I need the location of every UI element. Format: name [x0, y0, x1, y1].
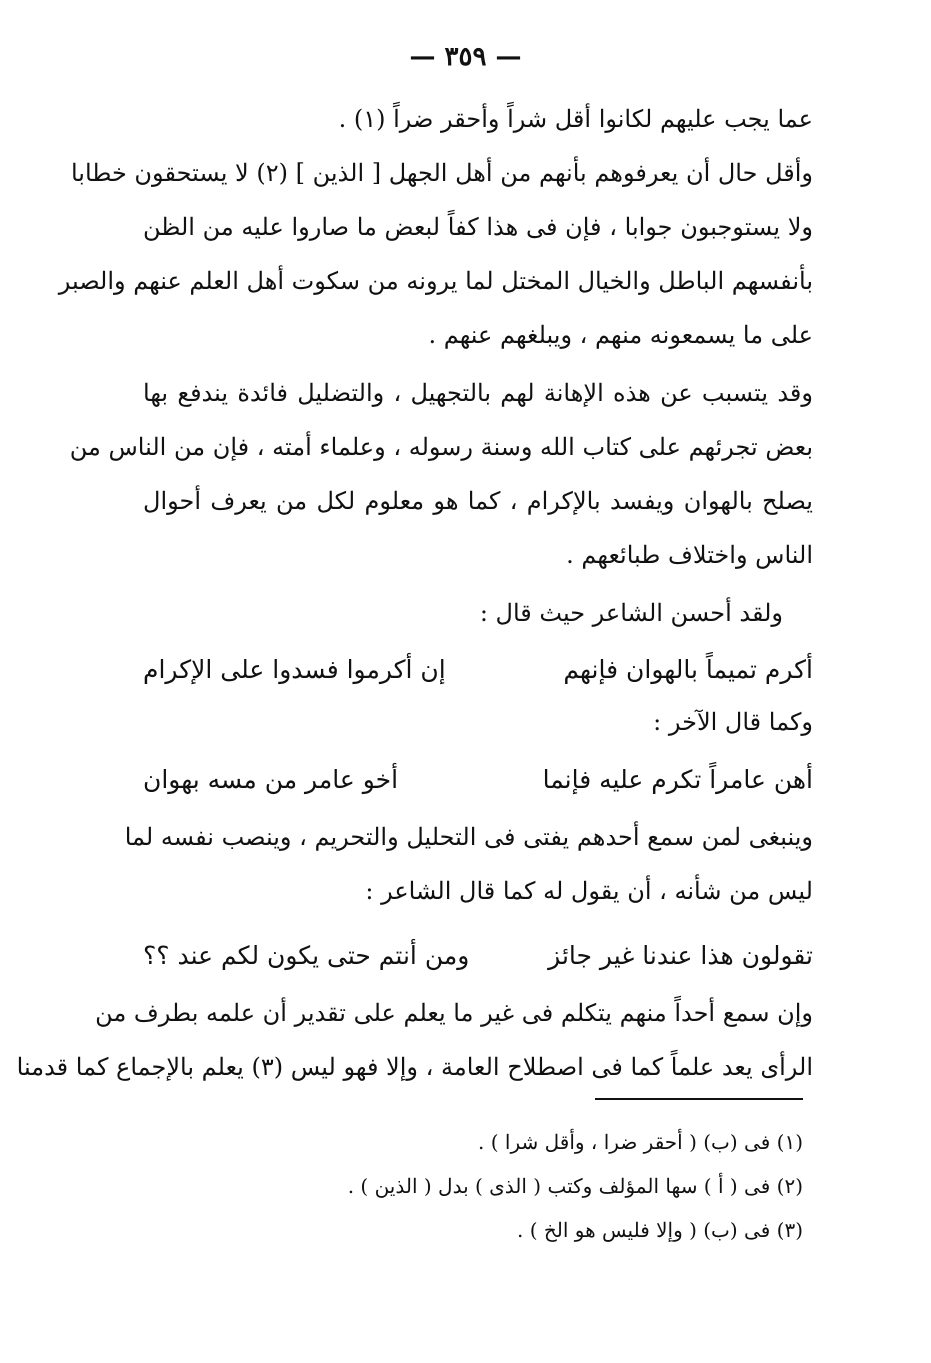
paragraph	[124, 810, 813, 918]
text-line: بعض تجرئهم على كتاب الله وسنة رسوله ، وعلماء أمته ، فإن من الناس من	[69, 433, 813, 461]
page-number: — ٣٥٩ —	[409, 42, 522, 72]
text-line: وينبغى لمن سمع أحدهم يفتى فى التحليل والتحريم ، وينصب نفسه لما	[124, 823, 813, 851]
poem-verse	[143, 640, 813, 700]
verse-second-hemistich: إن أكرموا فسدوا على الإكرام	[143, 655, 446, 684]
paragraph	[16, 986, 813, 1094]
footnotes	[143, 1120, 803, 1252]
text-line: وأقل حال أن يعرفوهم بأنهم من أهل الجهل [ الذين ] (٢) لا يستحقون خطابا	[70, 159, 813, 187]
text-line: ولقد أحسن الشاعر حيث قال :	[479, 599, 783, 627]
main-text	[16, 92, 813, 1094]
text-line: بأنفسهم الباطل والخيال المختل لما يرونه من سكوت أهل العلم عنهم والصبر	[58, 267, 813, 295]
text-line: الناس واختلاف طبائعهم .	[566, 541, 813, 569]
text-line: الرأى يعد علماً كما فى اصطلاح العامة ، وإلا فهو ليس (٣) يعلم بالإجماع كما قدمنا	[16, 1053, 813, 1081]
text-line: وإن سمع أحداً منهم يتكلم فى غير ما يعلم على تقدير أن علمه بطرف من	[95, 999, 813, 1027]
footnote: (١) فى (ب) ( أحقر ضرا ، وأقل شرا ) .	[478, 1130, 803, 1154]
paragraph	[58, 146, 813, 362]
footnote: (٣) فى (ب) ( وإلا فليس هو الخ ) .	[517, 1218, 803, 1242]
paragraph	[143, 92, 813, 146]
text-line: عما يجب عليهم لكانوا أقل شراً وأحقر ضراً (١) .	[338, 105, 813, 133]
verse-second-hemistich: أخو عامر من مسه بهوان	[143, 765, 399, 794]
verse-first-hemistich: أهن عامراً تكرم عليه فإنما	[542, 765, 813, 794]
text-line: على ما يسمعونه منهم ، ويبلغهم عنهم .	[428, 321, 813, 349]
paragraph	[143, 586, 813, 640]
footnote: (٢) فى ( أ ) سها المؤلف وكتب ( الذى ) بدل ( الذين ) .	[347, 1174, 803, 1198]
paragraph	[69, 366, 813, 582]
text-line: وقد يتسبب عن هذه الإهانة لهم بالتجهيل ، والتضليل فائدة يندفع بها	[143, 379, 813, 407]
poem-verse	[143, 926, 813, 986]
footnote-divider	[595, 1098, 803, 1100]
text-line: ليس من شأنه ، أن يقول له كما قال الشاعر :	[365, 877, 813, 905]
verse-first-hemistich: تقولون هذا عندنا غير جائز	[548, 941, 813, 970]
text-line: وكما قال الآخر :	[653, 708, 813, 736]
verse-second-hemistich: ومن أنتم حتى يكون لكم عند ؟؟	[143, 941, 470, 970]
text-line: ولا يستوجبون جوابا ، فإن فى هذا كفاً لبعض ما صاروا عليه من الظن	[143, 213, 813, 241]
verse-first-hemistich: أكرم تميماً بالهوان فإنهم	[563, 655, 813, 684]
text-line: يصلح بالهوان ويفسد بالإكرام ، كما هو معلوم لكل من يعرف أحوال	[143, 487, 813, 515]
poem-verse	[143, 750, 813, 810]
